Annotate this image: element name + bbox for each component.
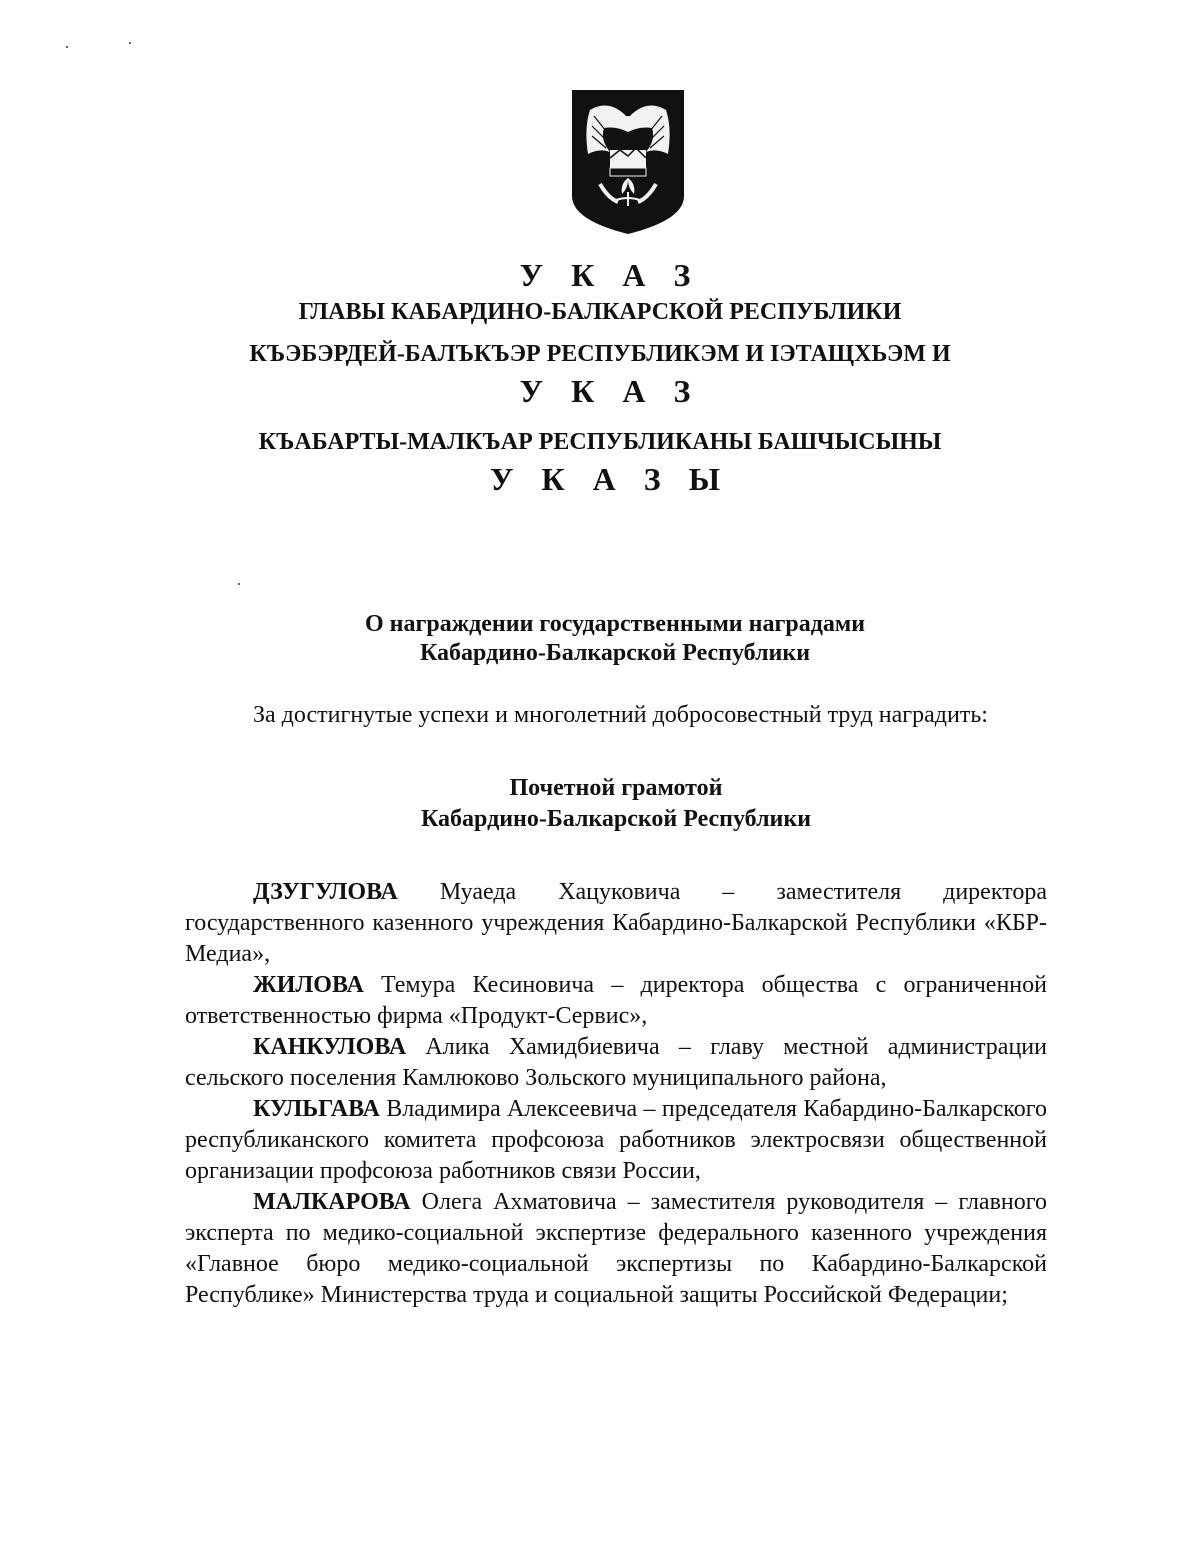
awardee-surname: КУЛЬГАВА [253,1096,380,1122]
scan-speck [129,42,131,44]
decree-title [0,610,1200,668]
awardee-details: Темура Кесиновича – директора общества с ограниченной ответственностью фирма «Продукт-Сервис», [185,972,1047,1029]
awardee-paragraph [185,970,1047,1032]
award-heading [185,773,1047,835]
issuer-line-krc: КЪАБАРТЫ-МАЛКЪАР РЕСПУБЛИКАНЫ БАШЧЫСЫНЫ [258,429,942,455]
awardee-paragraph [185,1094,1047,1187]
awardee-surname: МАЛКАРОВА [253,1189,411,1215]
awardee-surname: ДЗУГУЛОВА [253,879,398,905]
ukaz-title-kbd: У К А З [519,373,701,409]
awardee-paragraph [185,1032,1047,1094]
ukaz-title-krc: У К А З Ы [489,461,731,497]
awardee-details: Муаеда Хацуковича – заместителя директора государственного казенного учреждения Кабардино-Балкарской Республики «КБР-Медиа», [185,879,1047,967]
decree-title-line2: Кабардино-Балкарской Республики [419,640,811,666]
awardee-surname: ЖИЛОВА [253,972,364,998]
scan-speck [66,46,68,48]
ukaz-title-ru: У К А З [519,257,701,293]
awardee-details: Алика Хамидбиевича – главу местной администрации сельского поселения Камлюково Зольского муниципального района, [185,1034,1047,1091]
awardee-details: Владимира Алексеевича – председателя Кабардино-Балкарского республиканского комитета профсоюза работников электросвязи общественной организации профсоюза работников связи России, [185,1096,1047,1184]
issuer-line-kbd: КЪЭБЭРДЕЙ-БАЛЪКЪЭР РЕСПУБЛИКЭМ И ІЭТАЩХЬЭМ И [249,341,951,367]
award-heading-line2: Кабардино-Балкарской Республики [420,806,812,832]
award-heading-line1: Почетной грамотой [509,775,723,801]
decree-body [185,700,1047,1311]
intro-paragraph: За достигнутые успехи и многолетний добросовестный труд наградить: [253,702,988,728]
decree-title-line1: О награждении государственными наградами [364,611,866,637]
coat-of-arms-emblem [570,88,686,236]
scan-speck [238,583,240,585]
decree-header [0,255,1200,499]
awardee-paragraph [185,1187,1047,1311]
awardee-details: Олега Ахматовича – заместителя руководителя – главного эксперта по медико-социальной экспертизе федерального казенного учреждения «Главное бюро медико-социальной экспертизы по Кабардино-Балкарской Республике» Министерства труда и социальной защиты Российской Федерации; [185,1189,1047,1308]
issuer-line-ru: ГЛАВЫ КАБАРДИНО-БАЛКАРСКОЙ РЕСПУБЛИКИ [298,299,902,325]
awardee-surname: КАНКУЛОВА [253,1034,407,1060]
awardee-paragraph [185,877,1047,970]
